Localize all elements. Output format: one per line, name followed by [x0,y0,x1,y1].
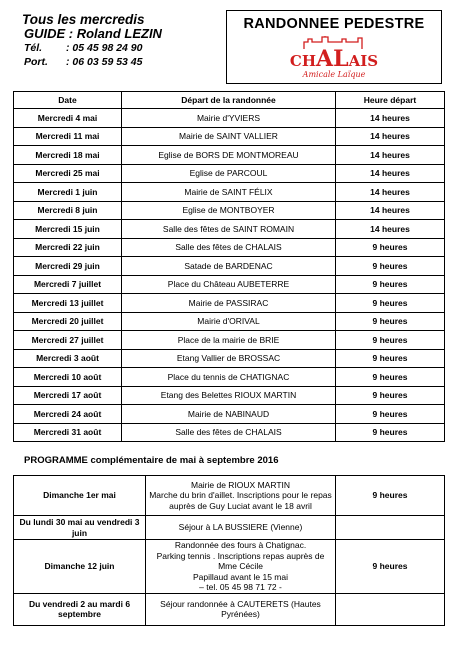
date-cell: Mercredi 17 août [14,386,122,405]
mobile-label: Port. [24,56,48,68]
program-description [146,476,336,516]
phone-value: : 05 45 98 24 90 [66,42,143,54]
table-row [14,238,445,257]
date-cell: Mercredi 4 mai [14,109,122,128]
date-cell: Mercredi 15 juin [14,220,122,239]
table-row [14,146,445,165]
logo-wordmark: CHALAIS [289,46,379,72]
time-cell: 14 heures [336,183,445,202]
table-row [14,109,445,128]
program-description [146,540,336,594]
title-box [226,10,442,84]
departure-cell: Mairie d'YVIERS [122,109,336,128]
date-cell: Mercredi 13 juillet [14,294,122,313]
date-cell: Mercredi 11 mai [14,127,122,146]
program-row [14,476,445,516]
departure-cell: Mairie de PASSIRAC [122,294,336,313]
schedule-line: Tous les mercredis [22,12,145,27]
header-time: Heure départ [336,92,445,109]
time-cell: 9 heures [336,294,445,313]
date-cell: Mercredi 24 août [14,405,122,424]
time-cell: 14 heures [336,146,445,165]
schedule-table [13,91,445,442]
logo-subtitle: Amicale Laïque [302,70,366,79]
time-cell: 14 heures [336,201,445,220]
time-cell: 14 heures [336,164,445,183]
mobile-line [24,55,162,69]
program-row [14,593,445,625]
program-date: Dimanche 12 juin [14,540,146,594]
time-cell: 9 heures [336,386,445,405]
date-cell: Mercredi 20 juillet [14,312,122,331]
departure-cell: Mairie d'ORIVAL [122,312,336,331]
date-cell: Mercredi 31 août [14,423,122,442]
program-time [336,593,445,625]
section-title: PROGRAMME complémentaire de mai à septembre 2016 [24,455,279,466]
departure-cell: Salle des fêtes de SAINT ROMAIN [122,220,336,239]
complementary-table [13,475,445,626]
table-row [14,164,445,183]
departure-cell: Eglise de MONTBOYER [122,201,336,220]
date-cell: Mercredi 22 juin [14,238,122,257]
departure-cell: Etang Vallier de BROSSAC [122,349,336,368]
departure-cell: Satade de BARDENAC [122,257,336,276]
program-row [14,540,445,594]
program-row [14,516,445,540]
departure-cell: Salle des fêtes de CHALAIS [122,238,336,257]
table-row [14,294,445,313]
table-row [14,275,445,294]
table-row [14,201,445,220]
table-row [14,423,445,442]
mobile-value: : 06 03 59 53 45 [66,56,143,68]
program-line: Papillaud avant le 15 mai [193,571,288,582]
program-line: – tel. 05 45 98 71 72 - [199,582,282,592]
date-cell: Mercredi 1 juin [14,183,122,202]
date-cell: Mercredi 3 août [14,349,122,368]
program-date: Dimanche 1er mai [14,476,146,516]
table-row [14,312,445,331]
program-date: Du lundi 30 mai au vendredi 3 juin [14,516,146,540]
departure-cell: Place du Château AUBETERRE [122,275,336,294]
time-cell: 9 heures [336,257,445,276]
table-row [14,331,445,350]
table-row [14,386,445,405]
date-cell: Mercredi 10 août [14,368,122,387]
chalais-logo [288,36,380,78]
date-cell: Mercredi 8 juin [14,201,122,220]
table-row [14,368,445,387]
departure-cell: Mairie de NABINAUD [122,405,336,424]
departure-cell: Mairie de SAINT FÉLIX [122,183,336,202]
date-cell: Mercredi 25 mai [14,164,122,183]
program-line: Séjour randonnée à CAUTERETS (Hautes Pyrénées) [160,598,321,619]
time-cell: 9 heures [336,368,445,387]
program-line: Mairie de RIOUX MARTIN [190,479,291,490]
time-cell: 14 heures [336,220,445,239]
program-line: Randonnée des fours à Chatignac. [174,540,307,550]
header-date: Date [14,92,122,109]
table-row [14,349,445,368]
departure-cell: Place du tennis de CHATIGNAC [122,368,336,387]
time-cell: 9 heures [336,423,445,442]
program-time: 9 heures [336,476,445,516]
time-cell: 14 heures [336,127,445,146]
time-cell: 9 heures [336,331,445,350]
departure-cell: Eglise de BORS DE MONTMOREAU [122,146,336,165]
table-row [14,183,445,202]
departure-cell: Salle des fêtes de CHALAIS [122,423,336,442]
program-description [146,593,336,625]
program-line: Parking tennis . Inscriptions repas auprès de Mme Cécile [156,550,325,571]
time-cell: 9 heures [336,312,445,331]
guide-name: GUIDE : Roland LEZIN [24,26,162,41]
header-departure: Départ de la randonnée [122,92,336,109]
departure-cell: Place de la mairie de BRIE [122,331,336,350]
date-cell: Mercredi 29 juin [14,257,122,276]
program-time [336,516,445,540]
date-cell: Mercredi 18 mai [14,146,122,165]
time-cell: 9 heures [336,349,445,368]
table-row [14,220,445,239]
time-cell: 9 heures [336,275,445,294]
phone-line [24,41,162,55]
program-time: 9 heures [336,540,445,594]
phone-label: Tél. [24,42,43,54]
time-cell: 9 heures [336,405,445,424]
program-line: Séjour à LA BUSSIERE (Vienne) [178,522,303,533]
table-row [14,405,445,424]
time-cell: 9 heures [336,238,445,257]
page-title: RANDONNEE PEDESTRE [243,16,425,32]
date-cell: Mercredi 27 juillet [14,331,122,350]
departure-cell: Etang des Belettes RIOUX MARTIN [122,386,336,405]
program-line: Marche du brin d'aillet. Inscriptions pour le repas [149,490,332,501]
departure-cell: Mairie de SAINT VALLIER [122,127,336,146]
guide-info [22,13,162,69]
table-row [14,257,445,276]
time-cell: 14 heures [336,109,445,128]
table-row [14,127,445,146]
date-cell: Mercredi 7 juillet [14,275,122,294]
table-header-row [14,92,445,109]
program-date: Du vendredi 2 au mardi 6 septembre [14,593,146,625]
departure-cell: Eglise de PARCOUL [122,164,336,183]
program-line: auprès de Guy Luciat avant le 18 avril [169,500,312,511]
program-description [146,516,336,540]
